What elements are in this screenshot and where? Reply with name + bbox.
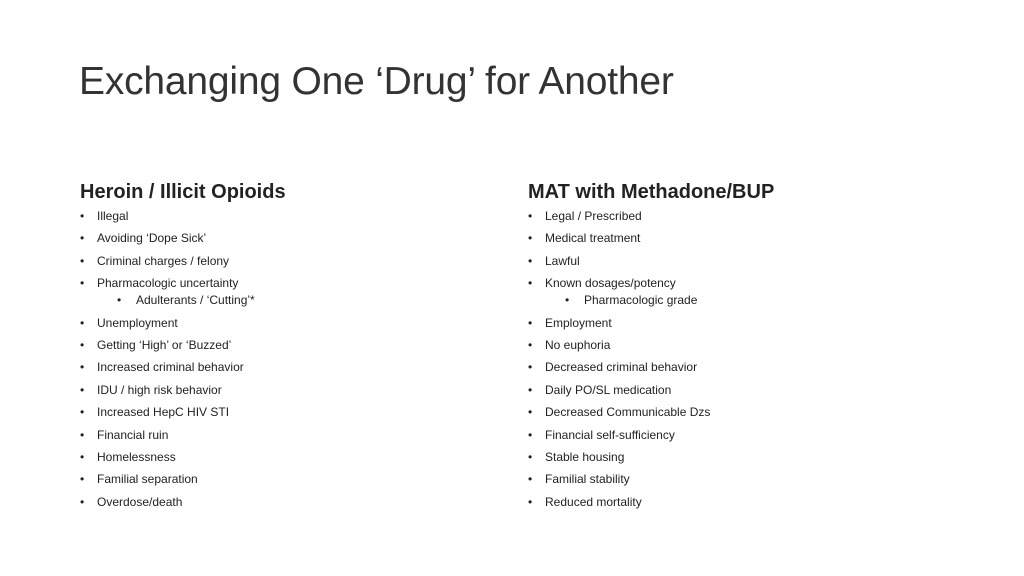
list-item	[528, 275, 948, 309]
list-item-text: Familial stability	[545, 472, 630, 487]
list-item-text: Financial self-sufficiency	[545, 427, 675, 442]
list-item	[80, 230, 500, 247]
list-item	[80, 359, 500, 376]
list-item	[528, 359, 948, 376]
sub-list	[97, 292, 500, 309]
list-item-text: Decreased Communicable Dzs	[545, 405, 711, 420]
list-item	[528, 449, 948, 466]
list-item-text: Illegal	[97, 209, 129, 223]
list-item-text: Employment	[545, 315, 612, 330]
list-item	[80, 404, 500, 421]
right-column-heading: MAT with Methadone/BUP	[528, 181, 775, 203]
list-item-text: Medical treatment	[545, 231, 641, 246]
list-item-text: Reduced mortality	[545, 494, 642, 509]
list-item	[80, 494, 500, 511]
list-item-text: No euphoria	[545, 337, 611, 352]
sub-list-item-text: Adulterants / ‘Cutting’*	[136, 293, 255, 308]
list-item-text: Legal / Prescribed	[545, 209, 642, 223]
list-item	[80, 208, 500, 225]
list-item	[80, 382, 500, 399]
list-item	[80, 449, 500, 466]
sub-list-item-text: Pharmacologic grade	[584, 293, 698, 308]
sub-list-item	[545, 292, 948, 309]
list-item	[528, 382, 948, 399]
list-item-text: Financial ruin	[97, 427, 169, 442]
list-item	[80, 275, 500, 309]
list-item	[528, 230, 948, 247]
list-item-text: Pharmacologic uncertainty	[97, 276, 239, 291]
right-column	[528, 178, 948, 511]
list-item-text: Increased HepC HIV STI	[97, 405, 230, 420]
list-item	[528, 208, 948, 225]
slide-title: Exchanging One ‘Drug’ for Another	[79, 60, 674, 103]
list-item-text: Familial separation	[97, 472, 198, 487]
list-item	[528, 253, 948, 270]
list-item-text: Known dosages/potency	[545, 276, 676, 291]
left-column-heading: Heroin / Illicit Opioids	[80, 181, 286, 203]
list-item-text: Avoiding ‘Dope Sick’	[97, 231, 207, 246]
list-item	[80, 427, 500, 444]
list-item-text: Increased criminal behavior	[97, 360, 244, 375]
list-item	[528, 404, 948, 421]
list-item-text: Overdose/death	[97, 494, 183, 509]
list-item-text: Getting ‘High’ or ‘Buzzed’	[97, 337, 232, 352]
list-item	[528, 315, 948, 332]
list-item-text: Lawful	[545, 253, 580, 268]
left-bullet-list	[80, 208, 500, 511]
list-item-text: Decreased criminal behavior	[545, 360, 698, 375]
list-item	[80, 315, 500, 332]
list-item	[528, 471, 948, 488]
right-bullet-list	[528, 208, 948, 511]
list-item	[528, 494, 948, 511]
list-item	[80, 253, 500, 270]
list-item-text: Homelessness	[97, 449, 176, 464]
list-item-text: Daily PO/SL medication	[545, 382, 672, 397]
list-item-text: IDU / high risk behavior	[97, 382, 222, 397]
list-item	[80, 471, 500, 488]
list-item-text: Criminal charges / felony	[97, 253, 230, 268]
list-item	[80, 337, 500, 354]
list-item-text: Stable housing	[545, 449, 625, 464]
left-column	[80, 178, 500, 511]
list-item	[528, 337, 948, 354]
sub-list	[545, 292, 948, 309]
list-item-text: Unemployment	[97, 315, 178, 330]
list-item	[528, 427, 948, 444]
sub-list-item	[97, 292, 500, 309]
